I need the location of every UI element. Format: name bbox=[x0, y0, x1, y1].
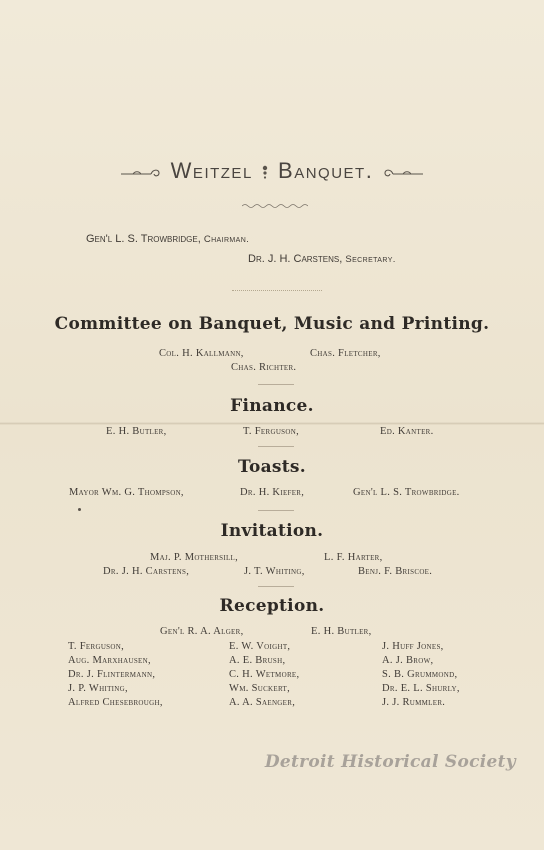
member-kanter: Ed. Kanter. bbox=[380, 426, 434, 437]
reception-col1-item: Aug. Marxhausen, bbox=[68, 655, 151, 666]
member-briscoe: Benj. F. Briscoe. bbox=[358, 566, 433, 577]
section-rule bbox=[258, 510, 294, 511]
secretary-line bbox=[248, 253, 396, 265]
finance-heading: Finance. bbox=[230, 396, 314, 416]
chairman-name: Gen'l L. S. Trowbridge, bbox=[86, 233, 201, 245]
member-fletcher: Chas. Fletcher, bbox=[310, 348, 381, 359]
reception-col2-item: A. A. Saenger, bbox=[229, 697, 296, 708]
title-ornament-icon bbox=[260, 164, 270, 180]
toasts-heading: Toasts. bbox=[237, 457, 307, 477]
reception-col1-item: T. Ferguson, bbox=[68, 641, 125, 652]
paper-fold bbox=[0, 422, 544, 425]
reception-col3-item: J. Huff Jones, bbox=[382, 641, 444, 652]
right-flourish-icon bbox=[381, 165, 423, 179]
invitation-heading: Invitation. bbox=[220, 521, 324, 541]
reception-col3-item: A. J. Brow, bbox=[382, 655, 434, 666]
member-whiting: J. T. Whiting, bbox=[244, 566, 305, 577]
member-richter: Chas. Richter. bbox=[231, 362, 297, 373]
member-butler: E. H. Butler, bbox=[106, 426, 167, 437]
member-thompson: Mayor Wm. G. Thompson, bbox=[69, 487, 184, 498]
reception-col3-item: J. J. Rummler. bbox=[382, 697, 446, 708]
member-alger: Gen'l R. A. Alger, bbox=[160, 626, 244, 637]
title-left: Weitzel bbox=[170, 158, 253, 183]
member-trowbridge: Gen'l L. S. Trowbridge. bbox=[353, 487, 460, 498]
reception-col1-item: J. P. Whiting, bbox=[68, 683, 128, 694]
committee-banquet-heading: Committee on Banquet, Music and Printing. bbox=[54, 314, 490, 334]
title-right: Banquet. bbox=[278, 158, 374, 183]
section-rule bbox=[258, 446, 294, 447]
section-divider bbox=[232, 290, 322, 292]
member-kallmann: Col. H. Kallmann, bbox=[159, 348, 244, 359]
member-mothersill: Maj. P. Mothersill, bbox=[150, 552, 239, 563]
reception-heading: Reception. bbox=[219, 596, 325, 616]
reception-col2-item: E. W. Voight, bbox=[229, 641, 291, 652]
reception-col2-item: Wm. Suckert, bbox=[229, 683, 291, 694]
ink-speck bbox=[78, 508, 81, 511]
reception-col2-item: C. H. Wetmore, bbox=[229, 669, 300, 680]
member-ferguson: T. Ferguson, bbox=[243, 426, 300, 437]
left-flourish-icon bbox=[121, 165, 163, 179]
member-harter: L. F. Harter, bbox=[324, 552, 383, 563]
squiggle-divider-icon bbox=[242, 202, 308, 210]
watermark: Detroit Historical Society bbox=[264, 752, 516, 772]
chairman-role: Chairman. bbox=[203, 234, 250, 245]
member-kiefer: Dr. H. Kiefer, bbox=[240, 487, 305, 498]
section-rule bbox=[258, 586, 294, 587]
reception-col1-item: Dr. J. Flintermann, bbox=[68, 669, 156, 680]
banquet-title bbox=[0, 158, 544, 184]
member-carstens: Dr. J. H. Carstens, bbox=[103, 566, 190, 577]
reception-col3-item: S. B. Grummond, bbox=[382, 669, 458, 680]
reception-col3-item: Dr. E. L. Shurly, bbox=[382, 683, 460, 694]
reception-col2-item: A. E. Brush, bbox=[229, 655, 286, 666]
secretary-role: Secretary. bbox=[345, 254, 396, 265]
secretary-name: Dr. J. H. Carstens, bbox=[248, 253, 343, 265]
reception-col1-item: Alfred Chesebrough, bbox=[68, 697, 163, 708]
section-rule bbox=[258, 384, 294, 385]
chairman-line bbox=[86, 233, 249, 245]
member-butler-reception: E. H. Butler, bbox=[311, 626, 372, 637]
